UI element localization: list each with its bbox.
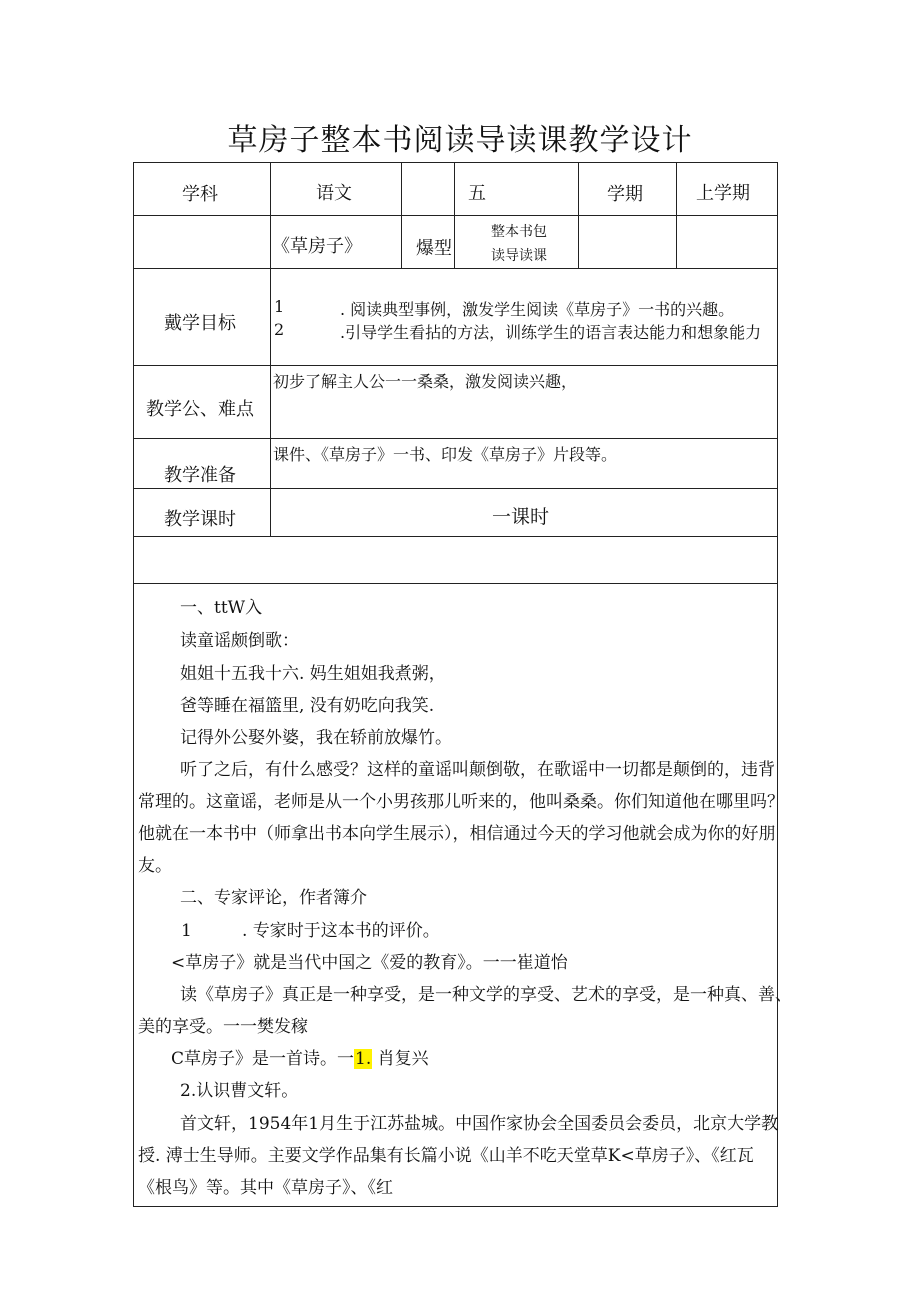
bio-line: 授. 溥士生导师。主要文学作品集有长篇小说《山羊不吃天堂草K<草房子》、《红瓦 [138,1146,754,1166]
column-divider [401,163,402,268]
row-divider [134,583,777,584]
goal-1-text: . 阅读典型事例，激发学生阅读《草房子》一书的兴趣。 [340,300,735,319]
bio-line: 《根鸟》等。其中《草房子》、《红 [138,1178,393,1198]
column-divider [676,163,677,268]
goals-label: 戴学目标 [164,313,236,334]
keypoints-label: 教学公、难点 [146,399,254,420]
column-divider [454,163,455,268]
row-divider [134,438,777,439]
keypoints-text: 初步了解主人公一一桑桑，激发阅读兴趣， [273,372,578,391]
prep-label: 教学准备 [164,465,236,486]
row-divider [134,536,777,537]
term-label: 学期 [607,184,643,205]
quote-line [171,1051,429,1068]
type-label: 爆型 [416,238,452,259]
bio-line: 首文轩，1954年1月生于江苏盐城。中国作家协会全国委员会委员，北京大学教 [180,1114,779,1134]
section-2-title: 二、专家评论，作者簿介 [180,888,367,908]
lesson-plan-table [133,162,792,1207]
rhyme-line: 姐姐十五我十六. 妈生姐姐我煮粥， [180,664,446,684]
column-divider [270,163,271,536]
subsection-1-text: . 专家时于这本书的评价。 [242,921,440,941]
book-title: 《草房子》 [272,236,362,257]
quote-text: C草房子》是一首诗。一 [171,1049,355,1069]
term-value: 上学期 [696,183,750,204]
section-1-title: 一、ttW入 [180,598,263,618]
highlighted-marker: 1. [355,1049,372,1069]
rhyme-line: 爸等睡在福篮里, 没有奶吃向我笑. [180,696,435,716]
hours-text: 一课时 [492,506,550,528]
rhyme-line: 记得外公娶外婆，我在轿前放爆竹。 [180,728,452,748]
quote-line: <草房子》就是当代中国之《爱的教育》。一一崔道怡 [171,953,568,973]
subject-value: 语文 [316,183,352,204]
subject-label: 学科 [182,184,218,205]
subsection-1-number: 1 [181,921,192,941]
row-divider [134,268,777,269]
paragraph-line: 常理的。这童谣，老师是从一个小男孩那儿听来的，他叫桑桑。你们知道他在哪里吗？ [138,792,784,812]
page-title: 草房子整本书阅读导读课教学设计 [227,123,693,158]
row-divider [134,215,777,216]
paragraph-line: 听了之后，有什么感受？这样的童谣叫颠倒敬，在歌谣中一切都是颠倒的，违背 [180,760,775,780]
type-value-line2: 读导读课 [491,248,547,264]
goal-1-number: 1 [274,297,285,316]
grade-value: 五 [468,183,486,204]
read-rhyme-line: 读童谣颇倒歌： [180,631,299,651]
type-value-line1: 整本书包 [491,224,547,240]
quote-line: 美的享受。一一樊发稼 [138,1017,308,1037]
column-divider [578,163,579,268]
row-divider [134,488,777,489]
goal-2-text: .引导学生看拈的方法，训练学生的语言表达能力和想象能力 [340,323,762,342]
hours-label: 教学课时 [164,509,236,530]
prep-text: 课件、《草房子》一书、印发《草房子》片段等。 [273,445,618,464]
paragraph-line: 他就在一本书中（师拿出书本向学生展示），相信通过今天的学习他就会成为你的好朋 [138,824,776,844]
quote-author: 肖复兴 [372,1049,429,1069]
paragraph-line: 友。 [138,856,172,876]
goal-2-number: 2 [274,320,285,339]
subsection-2-title: 2.认识曹文轩。 [180,1081,299,1101]
quote-line: 读《草房子》真正是一种享受，是一种文学的享受、艺术的享受，是一种真、善、 [180,985,792,1005]
row-divider [134,365,777,366]
